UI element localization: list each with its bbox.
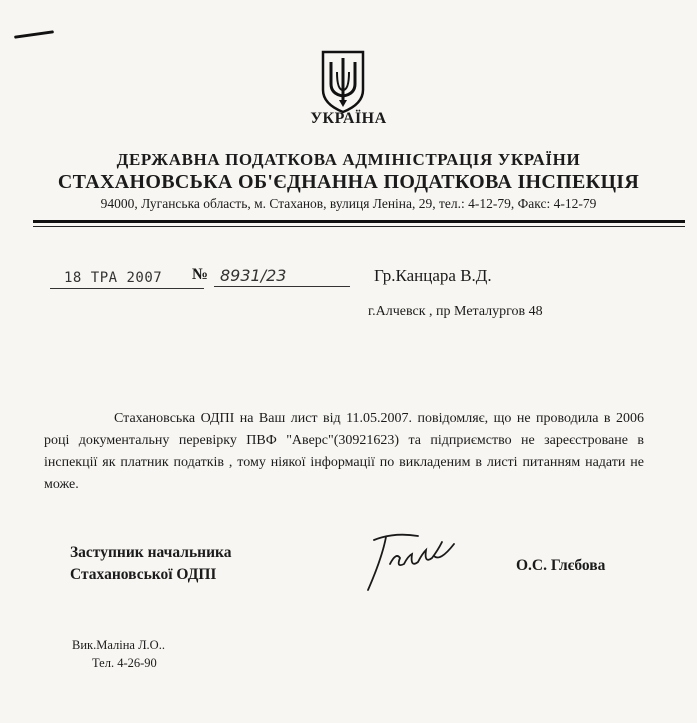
country-name: УКРАЇНА [310, 110, 387, 127]
registration-date-stamp: 18 ТРА 2007 [50, 270, 204, 289]
executor-phone: Тел. 4-26-90 [92, 656, 157, 670]
letter-body: Стахановська ОДПІ на Ваш лист від 11.05.2007. повідомляє, що не проводила в 2006 році документальну перевірку ПВФ "Аверс"(30921623) та підприємство не зареєстроване в інспекції як платник податків , тому ніякої інформації по викладеним в листі питанням надати не може. [44, 411, 644, 492]
signatory-name: О.С. Глєбова [516, 557, 606, 574]
registration-number-label: № [192, 266, 209, 283]
registration-number: 8931/23 [214, 266, 350, 287]
header-divider [33, 220, 685, 223]
signatory-title [70, 542, 231, 586]
header-divider-thin [33, 226, 685, 227]
stray-mark [14, 30, 54, 39]
handwritten-signature [360, 528, 470, 598]
executor-info [72, 636, 165, 672]
agency-title: ДЕРЖАВНА ПОДАТКОВА АДМІНІСТРАЦІЯ УКРАЇНИ [116, 150, 581, 169]
executor-name: Вик.Маліна Л.О.. [72, 638, 165, 652]
signatory-title-line2: Стахановської ОДПІ [70, 566, 217, 583]
signatory-title-line1: Заступник начальника [70, 544, 232, 561]
agency-address: 94000, Луганська область, м. Стаханов, вулиця Леніна, 29, тел.: 4-12-79, Факс: 4-12-79 [100, 196, 597, 211]
inspection-title: СТАХАНОВСЬКА ОБ'ЄДНАННА ПОДАТКОВА ІНСПЕКЦІЯ [57, 171, 640, 193]
trident-emblem-icon [320, 50, 366, 114]
recipient-name: Гр.Канцара В.Д. [374, 266, 492, 285]
recipient-address: г.Алчевск , пр Металургов 48 [368, 304, 543, 319]
